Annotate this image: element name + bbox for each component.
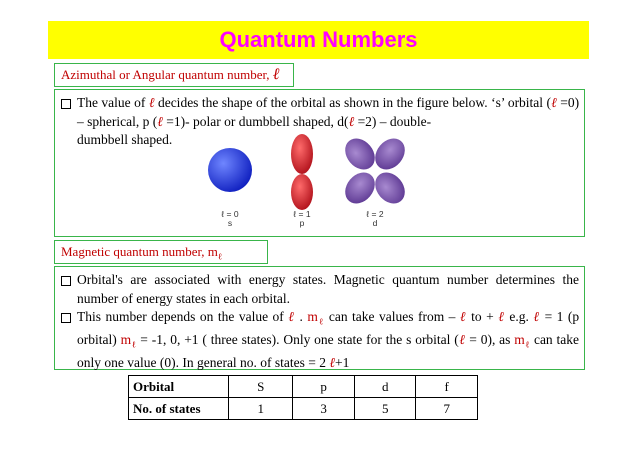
table-row-header: No. of states	[129, 398, 229, 420]
table-cell: p	[293, 376, 355, 398]
text-run: (p orbital)	[77, 309, 580, 348]
d-orbital-lobe	[369, 167, 411, 210]
ell-symbol: ℓ	[533, 309, 541, 324]
text-run: The value of	[77, 95, 146, 110]
ell-symbol: ℓ	[157, 113, 163, 129]
text-run: = 0), as	[469, 332, 511, 348]
magnetic-section-label	[54, 240, 268, 264]
ell-symbol: ℓ	[551, 95, 557, 110]
ell-subscript: ℓ	[317, 316, 325, 327]
caption-ell: ℓ = 1	[293, 209, 311, 219]
text-run: decides the shape of the orbital as shown in the figure below. ‘s’	[157, 95, 505, 110]
m-symbol: m	[307, 309, 318, 324]
text-run: +1	[335, 355, 350, 371]
table-cell: 5	[354, 398, 416, 420]
caption-orbital: s	[227, 218, 233, 228]
table-cell: 1	[229, 398, 293, 420]
ell-subscript: ℓ	[217, 251, 223, 262]
text-run: to +	[471, 309, 494, 324]
slide-title: Quantum Numbers	[48, 21, 589, 59]
caption-ell: ℓ = 0	[221, 209, 239, 219]
text-run: .	[299, 309, 303, 324]
p-orbital-lower-lobe	[291, 174, 313, 210]
text-run: This number depends on the value of	[77, 309, 284, 324]
ell-symbol: ℓ	[329, 355, 336, 371]
ell-symbol: ℓ	[272, 66, 280, 83]
d-orbital-lobe	[339, 133, 381, 176]
d-orbital-lobe	[369, 133, 411, 176]
table-row	[129, 398, 478, 420]
table-cell: 3	[293, 398, 355, 420]
ell-subscript: ℓ	[524, 339, 531, 350]
ell-subscript: ℓ	[131, 339, 137, 350]
orbital-shapes-figure	[190, 132, 430, 236]
m-symbol: m	[120, 332, 132, 348]
table-cell: S	[229, 376, 293, 398]
s-orbital-sphere	[208, 148, 252, 192]
m-symbol: m	[514, 332, 525, 348]
d-orbital-caption	[355, 210, 395, 228]
table-cell: 7	[416, 398, 478, 420]
table-cell: d	[354, 376, 416, 398]
magnetic-label-text: Magnetic quantum number, m	[61, 244, 218, 259]
ell-symbol: ℓ	[348, 113, 355, 129]
p-orbital-caption	[282, 210, 322, 228]
p-orbital-upper-lobe	[291, 134, 313, 174]
azimuthal-label-text: Azimuthal or Angular quantum number,	[61, 67, 273, 82]
azimuthal-section-label	[54, 63, 294, 87]
table-row-header: Orbital	[129, 376, 229, 398]
text-run: can take only one value (0). In general no. of states = 2	[77, 332, 580, 371]
orbital-states-table	[128, 375, 478, 420]
text-run: e.g.	[509, 309, 529, 324]
caption-orbital: d	[372, 218, 378, 228]
text-run: dumbbell shaped.	[77, 132, 173, 147]
caption-orbital: p	[299, 218, 305, 228]
magnetic-bullet-1: Orbital's are associated with energy states. Magnetic quantum number determines the number of energy states in each orbital.	[77, 272, 579, 306]
caption-ell: ℓ = 2	[366, 209, 384, 219]
magnetic-bullet-2	[77, 308, 579, 373]
checkbox-bullet-icon	[61, 313, 71, 323]
text-run: orbital (	[507, 95, 551, 110]
magnetic-content-box	[54, 266, 585, 370]
ell-symbol: ℓ	[458, 332, 466, 348]
table-row	[129, 376, 478, 398]
ell-symbol: ℓ	[498, 309, 505, 324]
ell-symbol: ℓ	[459, 309, 467, 324]
text-run: =2) – double-	[357, 113, 432, 129]
checkbox-bullet-icon	[61, 99, 71, 109]
table-cell: f	[416, 376, 478, 398]
ell-symbol: ℓ	[148, 95, 155, 110]
text-run: =0) – spherical, p (	[77, 95, 580, 129]
text-run: =1)- polar or dumbbell shaped, d(	[166, 113, 349, 129]
text-run: = -1, 0, +1 ( three states). Only one state for the s orbital (	[140, 332, 459, 348]
checkbox-bullet-icon	[61, 276, 71, 286]
text-run: can take values from –	[328, 309, 456, 324]
ell-symbol: ℓ	[288, 309, 295, 324]
text-run: = 1	[544, 309, 564, 324]
s-orbital-caption	[210, 210, 250, 228]
d-orbital-lobe	[339, 167, 381, 210]
